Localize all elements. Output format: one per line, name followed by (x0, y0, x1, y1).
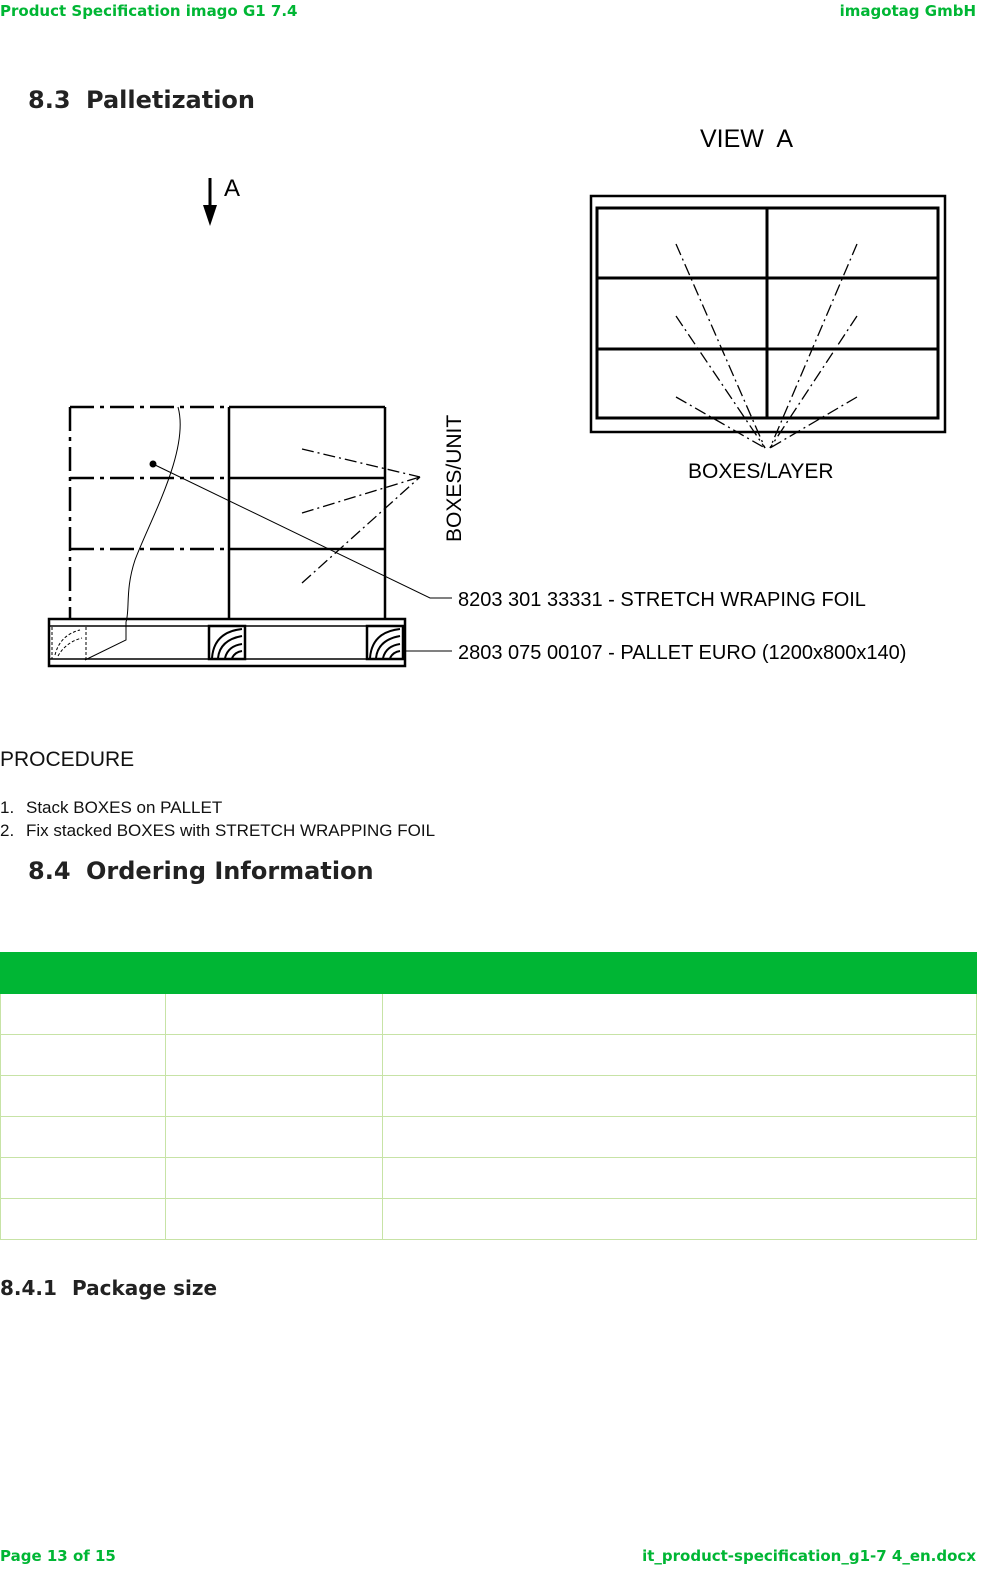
page-header (0, 2, 976, 20)
top-view-box-grid (591, 196, 945, 432)
table-cell (383, 1199, 977, 1240)
heading-text: Package size (72, 1276, 218, 1300)
heading-palletization (28, 86, 255, 114)
boxes-unit-leader-lines (302, 449, 420, 583)
table-cell (1, 1117, 166, 1158)
pallet-block-right (367, 626, 403, 659)
heading-ordering-information (28, 857, 374, 885)
heading-number: 8.4 (28, 857, 71, 885)
table-cell (166, 994, 383, 1035)
heading-number: 8.4.1 (0, 1276, 57, 1300)
table-cell (1, 1035, 166, 1076)
step-number: 1. (0, 798, 15, 817)
table-row (1, 1035, 977, 1076)
heading-text: Ordering Information (86, 857, 374, 885)
table-cell (1, 1199, 166, 1240)
heading-number: 8.3 (28, 86, 71, 114)
foil-callout: 8203 301 33331 - STRETCH WRAPING FOIL (458, 589, 866, 611)
table-row (1, 1117, 977, 1158)
side-view-dashed-boxes (70, 407, 229, 619)
pallet-block-left (52, 626, 86, 659)
table-cell (383, 1117, 977, 1158)
header-document-title: Product Specification imago G1 7.4 (0, 2, 298, 20)
heading-text: Palletization (86, 86, 256, 114)
page-footer (0, 1547, 976, 1565)
pallet-callout: 2803 075 00107 - PALLET EURO (1200x800x140) (458, 642, 907, 664)
foil-leader-line (153, 464, 452, 598)
table-cell (166, 1158, 383, 1199)
procedure-title: PROCEDURE (0, 748, 135, 771)
table-header-cell (1, 953, 977, 994)
header-company: imagotag GmbH (839, 2, 976, 20)
view-arrow-label: A (224, 175, 241, 202)
table-cell (383, 1158, 977, 1199)
table-cell (383, 994, 977, 1035)
side-view-boxes (229, 407, 385, 619)
footer-page-number: Page 13 of 15 (0, 1547, 116, 1565)
procedure-step (0, 796, 435, 819)
boxes-unit-label: BOXES/UNIT (443, 414, 466, 542)
palletization-drawing (0, 120, 989, 680)
table-cell (166, 1199, 383, 1240)
table-cell (166, 1035, 383, 1076)
table-row (1, 994, 977, 1035)
boxes-layer-label: BOXES/LAYER (688, 460, 834, 483)
table-cell (1, 1076, 166, 1117)
table-header-row (1, 953, 977, 994)
table-cell (166, 1076, 383, 1117)
footer-file-name: it_product-specification_g1-7 4_en.docx (642, 1547, 976, 1565)
step-text: Fix stacked BOXES with STRETCH WRAPPING FOIL (26, 821, 436, 840)
procedure-list (0, 796, 435, 842)
pallet-block-middle (209, 626, 245, 659)
table-cell (1, 1158, 166, 1199)
table-row (1, 1076, 977, 1117)
table-row (1, 1199, 977, 1240)
step-number: 2. (0, 821, 15, 840)
ordering-table (0, 952, 977, 1240)
table-cell (383, 1076, 977, 1117)
procedure-step (0, 819, 435, 842)
step-text: Stack BOXES on PALLET (26, 798, 223, 817)
table-cell (383, 1035, 977, 1076)
view-a-title: VIEW A (700, 125, 794, 153)
table-row (1, 1158, 977, 1199)
table-cell (166, 1117, 383, 1158)
view-arrow (203, 178, 217, 226)
table-cell (1, 994, 166, 1035)
heading-package-size (0, 1276, 217, 1300)
stretch-foil-curve (85, 407, 180, 660)
